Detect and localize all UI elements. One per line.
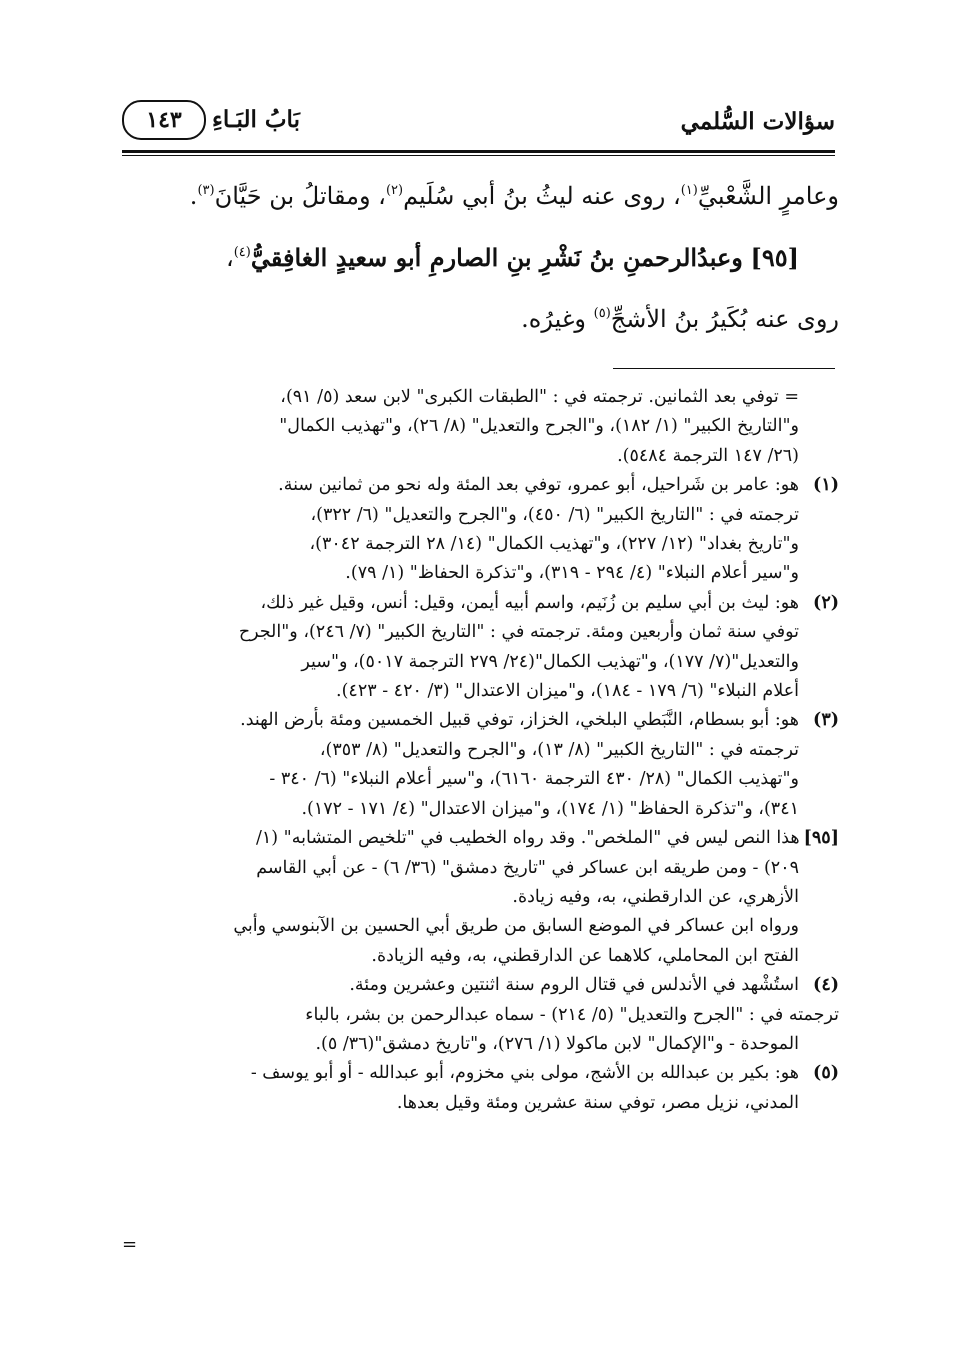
footnote-ref-5[interactable]: (٥) [593, 306, 611, 321]
footnote-5: (٥) هو: بكير بن عبدالله بن الأشج، مولى بني مخزوم، أبو عبدالله - أو أبو يوسف - المدني، نزيل مصر، توفي سنة عشرين ومئة وقيل بعدها. [120, 1059, 839, 1118]
footnote-4-continued: ترجمته في : "الجرح والتعديل" (٥/ ٢١٤) - سماه عبدالرحمن بن بشر، بالباء الموحدة - و"الإكمال" لابن ماكولا (١/ ٢٧٦)، و"تاريخ دمشق"(٣٦/ ٥). [305, 1004, 839, 1054]
footnotes [120, 383, 839, 1118]
footnote-2: (٢) هو: ليث بن أبي سليم بن زُنَيم، واسم أبيه أيمن، وقيل: أنس، وقيل غير ذلك، توفي سنة ثمان وأربعين ومئة. ترجمته في : "التاريخ الكبير" (٧/ ٢٤٦)، و"الجرح والتعديل"(٧/ ١٧٧)، و"تهذيب الكمال"(٢٤/ ٢٧٩ الترجمة ٥٠١٧)، و"سير أعلام النبلاء" (٦/ ١٧٩ - ١٨٤)، و"ميزان الاعتدال" (٣/ ٤٢٠ - ٤٢٣). [120, 589, 839, 707]
entry-number: [٩٥] [750, 243, 799, 272]
book-title: سؤالات السُّلمي [680, 108, 835, 135]
main-line-3: روى عنه بُكَيرُ بنُ الأشجِّ$^{(٥)}$ وغيرُه. [521, 305, 839, 333]
running-header [122, 100, 835, 146]
footnote-marker-2: (٢) [813, 592, 839, 613]
header-rule-thin [122, 155, 835, 156]
footnote-marker-5: (٥) [813, 1063, 839, 1084]
chapter-title: بَابُ البَـاءِ [212, 106, 300, 133]
footnote-4: (٤) استُشْهد في الأندلس في قتال الروم سنة اثنتين وعشرين ومئة. [120, 971, 839, 1000]
header-rule-thick [122, 150, 835, 153]
footnote-ref-3[interactable]: (٣) [197, 183, 215, 198]
footnote-ref-1[interactable]: (١) [680, 183, 698, 198]
footnote-marker-3: (٣) [813, 710, 839, 731]
footnote-separator [613, 368, 835, 369]
footnote-marker-4: (٤) [813, 975, 839, 996]
main-text [118, 166, 839, 350]
footnote-ref-2[interactable]: (٢) [385, 183, 404, 198]
entry-name: وعبدُالرحمنِ بنُ نَشْرِ بنِ الصارمِ أبو سعيدٍ الغافِقيُّ [250, 243, 743, 272]
footnote-continuation: = توفي بعد الثمانين. ترجمته في : "الطبقات الكبرى" لابن سعد (٥/ ٩١)، و"التاريخ الكبير" (١/ ١٨٢)، و"الجرح والتعديل" (٨/ ٢٦)، و"تهذيب الكمال" (٢٦/ ١٤٧ الترجمة ٥٤٨٤). [279, 387, 799, 466]
footnote-marker-1: (١) [813, 475, 839, 496]
footnote-95: [٩٥] هذا النص ليس في "الملخص". وقد رواه الخطيب في "تلخيص المتشابه" (١/ [120, 824, 839, 853]
continued-marker: = [122, 1234, 138, 1255]
footnote-3: (٣) هو: أبو بسطام، النَّبَطي البلخي، الخزاز، توفي قبيل الخمسين ومئة بأرض الهند. ترجمته في : "التاريخ الكبير" (٨/ ١٣)، و"الجرح والتعديل" (٨/ ٣٥٣)، و"تهذيب الكمال" (٢٨/ ٤٣٠ الترجمة ٦١٦٠)، و"سير أعلام النبلاء" (٦/ ٣٤٠ - ٣٤١)، و"تذكرة الحفاظ" (١/ ١٧٤)، و"ميزان الاعتدال" (٤/ ١٧١ - ١٧٢). [120, 706, 839, 824]
footnote-1: (١) هو: عامر بن شَراحيل، أبو عمرو، توفي بعد المئة وله نحو من ثمانين سنة. ترجمته في : "التاريخ الكبير" (٦/ ٤٥٠)، و"الجرح والتعديل" (٦/ ٣٢٢)، و"تاريخ بغداد" (١٢/ ٢٢٧)، و"تهذيب الكمال" (١٤/ ٢٨ الترجمة ٣٠٤٢)، و"سير أعلام النبلاء" (٤/ ٢٩٤ - ٣١٩)، و"تذكرة الحفاظ" (١/ ٧٩). [120, 471, 839, 589]
entry-95-heading: [٩٥] وعبدُالرحمنِ بنُ نَشْرِ بنِ الصارمِ أبو سعيدٍ الغافِقيُّ$^{(٤)}$، [225, 243, 799, 272]
main-line-1: وعامرٍ الشَّعْبيِّ$^{(١)}$، روى عنه ليثُ بنُ أبي سُلَيم$^{(٢)}$، ومقاتلُ بن حَيَّانَ$^{(٣)}$. [189, 182, 839, 210]
footnote-ref-4[interactable]: (٤) [233, 245, 251, 260]
footnote-marker-95: [٩٥] [803, 828, 839, 849]
page-number-badge: ١٤٣ [122, 100, 206, 140]
footnote-95-continued: ٢٠٩) - ومن طريقه ابن عساكر في "تاريخ دمشق" (٣٦/ ٦) - عن أبي القاسم الأزهري، عن الدارقطني، به، وفيه زيادة. ورواه ابن عساكر في الموضع السابق من طريق أبي الحسين بن الآبنوسي وأبي الفتح ابن المحاملي، كلاهما عن الدارقطني، به، وفيه الزيادة. [233, 857, 799, 966]
